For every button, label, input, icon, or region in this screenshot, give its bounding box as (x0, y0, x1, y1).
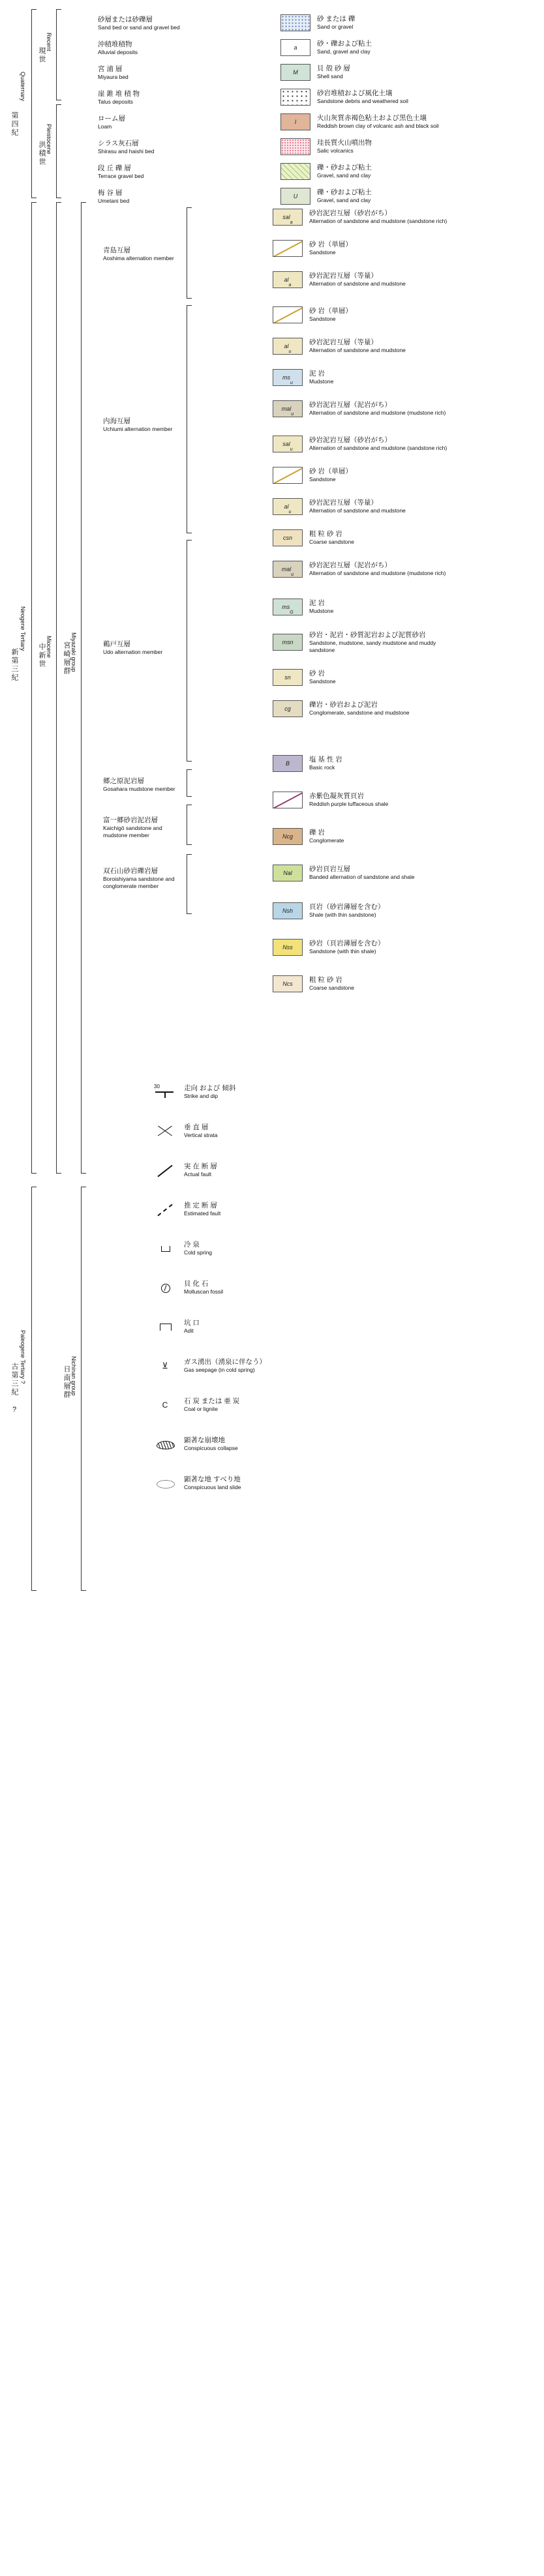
swatch-sandstone-thin-shale: Nss (273, 939, 303, 956)
group-label-nichinan-en: Nichinan group (70, 1356, 77, 1396)
symbol-vertical-strata: 垂 直 層 Vertical strata (154, 1123, 218, 1140)
group-label-miyazaki: 宮崎層群 (63, 642, 70, 675)
conspicuous-collapse-icon (154, 1436, 176, 1453)
era-label-neogene-en: Neogene Tertiary (20, 606, 26, 651)
legend-row-miyazaki-11: mal u 砂岩泥岩互層（泥岩がち） Alternation of sandstone and mudstone (mudstone rich) (273, 561, 446, 578)
legend-row-miyazaki-12: ms G 泥 岩 Mudstone (273, 599, 333, 615)
symbol-molluscan-fossil: 貝 化 石 Molluscan fossil (154, 1279, 223, 1296)
swatch-alluvial: a (280, 39, 310, 56)
swatch-mudstone-rich-alternation-udo: mal u (273, 561, 303, 578)
group-label-nichinan: 日南層群 (63, 1365, 70, 1399)
swatch-loam: l (280, 113, 310, 130)
symbol-estimated-fault: 推 定 断 層 Estimated fault (154, 1201, 220, 1218)
legend-row-miyazaki-2: al a 砂岩泥岩互層（等量） Alternation of sandstone and mudstone (273, 271, 406, 288)
bracket-miocene (56, 202, 57, 1174)
swatch-talus (280, 89, 310, 106)
swatch-sand-gravel (280, 14, 310, 31)
estimated-fault-icon (154, 1201, 176, 1218)
bracket-pleistocene (56, 104, 57, 198)
swatch-sandstone-u (273, 306, 303, 323)
era-label-quaternary: 第四紀 (10, 111, 18, 137)
group-label-miyazaki-en: Miyazaki group (70, 632, 77, 672)
member-name-boroishiyama: 双石山砂岩礫岩層 Boroishiyama sandstone and conglomerate member (103, 867, 175, 889)
legend-row-nichinan-6: Ncs 粗 粒 砂 岩 Coarse sandstone (273, 975, 354, 992)
legend-row-miyazaki-3: 砂 岩（単層） Sandstone (273, 306, 352, 323)
legend-row-miyazaki-1: 砂 岩（単層） Sandstone (273, 240, 352, 257)
legend-row-sand-gravel: 砂 または 礫 Sand or gravel (280, 14, 355, 31)
legend-row-nichinan-4: Nsh 頁岩（砂岩薄層を含む） Shale (with thin sandstone) (273, 902, 385, 919)
legend-row-miyazaki-8: 砂 岩（単層） Sandstone (273, 467, 352, 484)
swatch-gosahara-mudstone: ms G (273, 599, 303, 615)
legend-row-miyazaki-7: sal u 砂岩泥岩互層（砂岩がち） Alternation of sandstone and mudstone (sandstone rich) (273, 436, 447, 452)
legend-row-nichinan-0: B 塩 基 性 岩 Basic rock (273, 755, 342, 772)
bracket-recent (56, 9, 57, 100)
symbol-gas-seepage: ⊻ ガス湧出（湧泉に伴なう） Gas seepage (in cold spring) (154, 1357, 266, 1374)
era-label-quaternary-en: Quaternary (20, 72, 26, 102)
unit-name-alluvial: 沖積堆積物 Alluvial deposits (98, 40, 138, 56)
member-name-uchiumi: 内海互層 Uchiumi alternation member (103, 417, 173, 433)
legend-row-nichinan-5: Nss 砂岩（頁岩薄層を含む） Sandstone (with thin shale) (273, 939, 385, 956)
swatch-sandstone-a (273, 240, 303, 257)
legend-row-miyazaki-14: sn 砂 岩 Sandstone (273, 669, 336, 686)
swatch-shell-sand: M (280, 64, 310, 81)
legend-row-salic-volcanics: 珪長質火山噴出物 Salic volcanics (280, 138, 372, 155)
legend-row-miyazaki-4: al u 砂岩泥岩互層（等量） Alternation of sandstone and mudstone (273, 338, 406, 355)
swatch-kaichigo-sandstone-mudstone: msn (273, 634, 303, 651)
molluscan-fossil-icon (154, 1279, 176, 1296)
adit-icon (154, 1318, 176, 1335)
swatch-banded-alternation: Nal (273, 865, 303, 881)
era-label-pleistocene: 洪積世 (38, 140, 46, 166)
swatch-boroishiyama-sandstone: sn (273, 669, 303, 686)
unit-name-terrace: 段 丘 礫 層 Terrace gravel bed (98, 164, 144, 180)
swatch-alternation-udo: al u (273, 498, 303, 515)
swatch-shale-thin-sandstone: Nsh (273, 902, 303, 919)
bracket-quaternary (31, 9, 32, 198)
swatch-salic-volcanics (280, 138, 310, 155)
conspicuous-landslide-icon (154, 1475, 176, 1492)
legend-row-talus: 砂岩堆積および風化土壌 Sandstone debris and weathered soil (280, 89, 408, 106)
legend-row-miyazaki-0: sal a 砂岩泥岩互層（砂岩がち） Alternation of sandstone and mudstone (sandstone rich) (273, 209, 447, 226)
swatch-umetani: U (280, 188, 310, 205)
era-label-miocene: 中新世 (38, 642, 46, 668)
swatch-conglomerate-sandstone-mudstone: cg (273, 700, 303, 717)
symbol-strike-dip: 30 走向 および 傾斜 Strike and dip (154, 1084, 236, 1100)
legend-row-shell-sand: M 貝 殻 砂 層 Shell sand (280, 64, 350, 81)
symbol-conspicuous-collapse: 顕著な崩壊地 Conspicuous collapse (154, 1436, 238, 1453)
swatch-terrace-gravel (280, 163, 310, 180)
member-name-udo: 鵜戸互層 Udo alternation member (103, 640, 163, 656)
unit-name-loam: ローム層 Loam (98, 115, 125, 130)
unit-name-shirasu: シラス灰石層 Shirasu and haishi bed (98, 140, 155, 155)
symbol-actual-fault: 実 在 断 層 Actual fault (154, 1162, 217, 1179)
swatch-sandstone-rich-alternation-u: sal u (273, 436, 303, 452)
unit-name-talus: 崖 錐 堆 積 物 Talus deposits (98, 90, 140, 106)
swatch-nichinan-conglomerate: Ncg (273, 828, 303, 845)
symbol-conspicuous-landslide: 顕著な地 すべり地 Conspicuous land slide (154, 1475, 241, 1492)
era-label-paleogene: 古第三紀 ? (10, 1363, 18, 1415)
member-name-gosahara: 郷之原泥岩層 Gosahara mudstone member (103, 777, 175, 793)
symbol-coal-lignite: C 石 炭 または 亜 炭 Coal or lignite (154, 1397, 239, 1414)
coal-lignite-icon: C (162, 1400, 168, 1410)
swatch-alternation-a: al a (273, 271, 303, 288)
strike-dip-icon: 30 (154, 1084, 176, 1101)
swatch-tuffaceous-shale (273, 792, 303, 808)
gas-seepage-icon: ⊻ (162, 1361, 168, 1370)
swatch-alternation-u: al u (273, 338, 303, 355)
era-label-pleistocene-en: Pleistocene (46, 124, 52, 155)
legend-row-miyazaki-13: msn 砂岩・泥岩・砂質泥岩および泥質砂岩 Sandstone, mudstone, sandy mudstone and muddy sandstone (273, 631, 446, 653)
legend-row-terrace-gravel: 礫・砂および粘土 Gravel, sand and clay (280, 163, 372, 180)
bracket-nichinan (81, 1187, 82, 1591)
legend-row-nichinan-1: 赤紫色凝灰質頁岩 Reddish purple tuffaceous shale (273, 792, 388, 808)
legend-row-umetani: U 礫・砂および粘土 Gravel, sand and clay (280, 188, 372, 205)
swatch-basic-rock: B (273, 755, 303, 772)
legend-row-miyazaki-15: cg 礫岩・砂岩および泥岩 Conglomerate, sandstone and mudstone (273, 700, 410, 717)
swatch-mudstone-u: ms u (273, 369, 303, 386)
era-label-neogene: 新第三紀 (10, 648, 18, 682)
swatch-mudstone-rich-alternation-u: mal u (273, 400, 303, 417)
legend-row-nichinan-2: Ncg 礫 岩 Conglomerate (273, 828, 344, 845)
legend-row-miyazaki-10: csn 粗 粒 砂 岩 Coarse sandstone (273, 529, 354, 546)
cold-spring-icon (154, 1240, 176, 1257)
vertical-strata-icon (154, 1123, 176, 1140)
bracket-neogene (31, 202, 32, 1174)
era-label-recent: 現世 (38, 47, 46, 64)
swatch-sandstone-udo (273, 467, 303, 484)
legend-row-alluvial: a 砂・礫および粘土 Sand, gravel and clay (280, 39, 372, 56)
swatch-sandstone-rich-alternation-a: sal a (273, 209, 303, 226)
unit-name-umetani: 梅 谷 層 Umetani bed (98, 189, 130, 205)
actual-fault-icon (154, 1162, 176, 1179)
legend-row-nichinan-3: Nal 砂岩頁岩互層 Banded alternation of sandstone and shale (273, 865, 415, 881)
era-label-miocene-en: Miocene (46, 636, 52, 659)
member-name-kaichigo: 富一郷砂岩泥岩層 Kaichigō sandstone and mudstone member (103, 816, 162, 838)
member-name-aoshima: 青島互層 Aoshima alternation member (103, 246, 174, 262)
swatch-nichinan-coarse-sandstone: Ncs (273, 975, 303, 992)
legend-row-miyazaki-9: al u 砂岩泥岩互層（等量） Alternation of sandstone and mudstone (273, 498, 406, 515)
bracket-miyazaki (81, 202, 82, 1174)
symbol-cold-spring: 冷 泉 Cold spring (154, 1240, 212, 1257)
symbol-adit: 坑 口 Adit (154, 1318, 200, 1335)
unit-name-sand-bed: 砂層または砂礫層 Sand bed or sand and gravel bed (98, 16, 180, 31)
legend-row-miyazaki-6: mal u 砂岩泥岩互層（泥岩がち） Alternation of sandstone and mudstone (mudstone rich) (273, 400, 446, 417)
era-label-paleogene-en: Paleogene Tertiary ? (20, 1330, 26, 1384)
legend-row-miyazaki-5: ms u 泥 岩 Mudstone (273, 369, 333, 386)
unit-name-miyaura: 宮 浦 層 Miyaura bed (98, 65, 128, 81)
legend-row-loam: l 火山灰質赤褐色粘土および黒色土壌 Reddish brown clay of volcanic ash and black soil (280, 113, 439, 130)
swatch-coarse-sandstone: csn (273, 529, 303, 546)
era-label-recent-en: Recent (46, 33, 52, 52)
bracket-paleogene (31, 1187, 32, 1591)
